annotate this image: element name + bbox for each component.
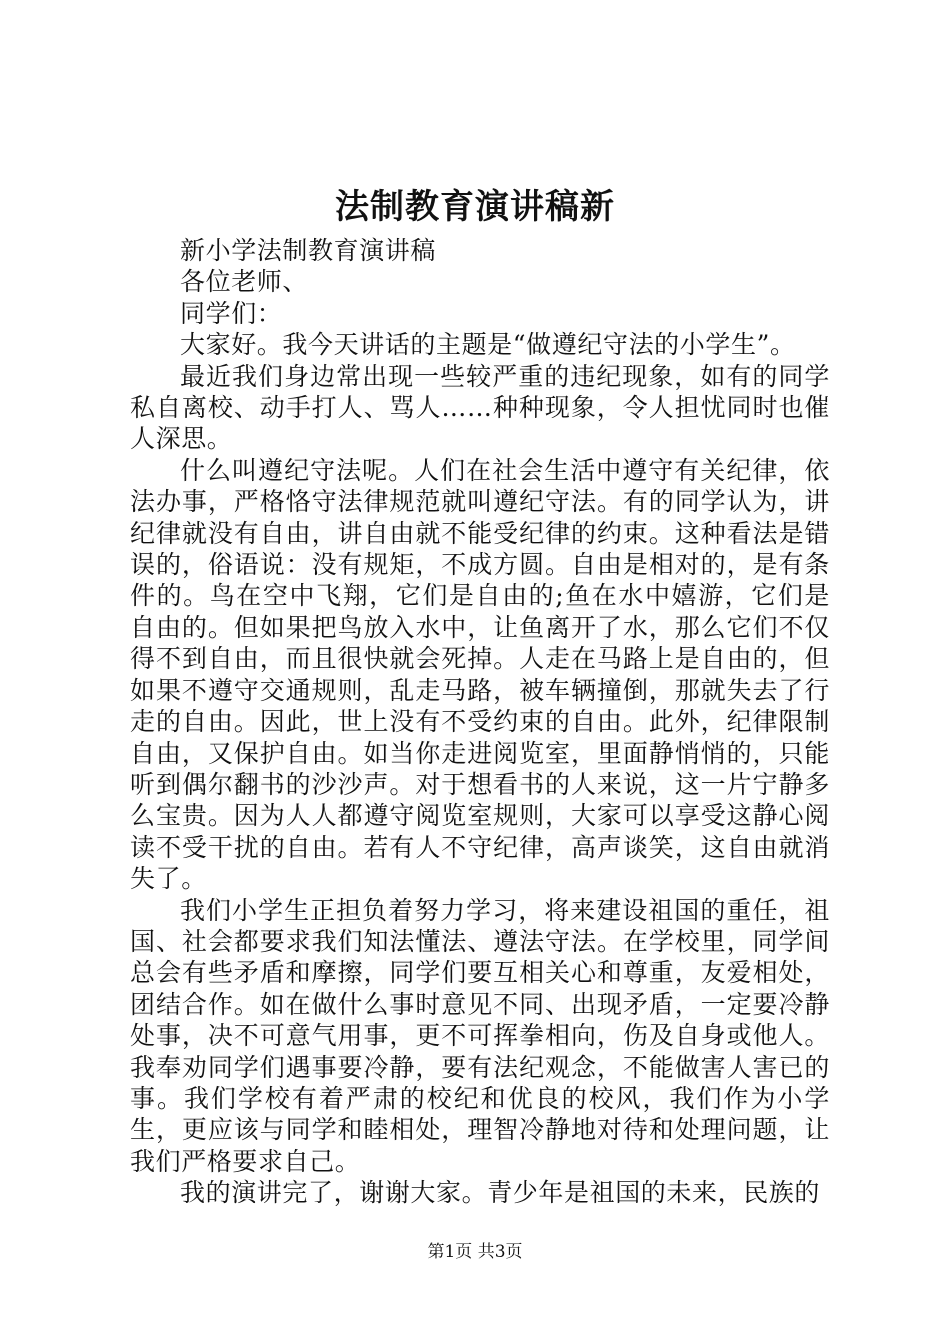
document-body	[130, 235, 830, 1209]
paragraph-body: 最近我们身边常出现一些较严重的违纪现象，如有的同学私自离校、动手打人、骂人……种种现象，令人担忧同时也催人深思。	[130, 361, 830, 454]
paragraph-salutation-teachers: 各位老师、	[180, 267, 309, 297]
paragraph-salutation-students: 同学们：	[180, 298, 283, 328]
paragraph-greeting: 大家好。我今天讲话的主题是“做遵纪守法的小学生”。	[180, 330, 796, 360]
document-title: 法制教育演讲稿新	[335, 187, 615, 227]
paragraph-closing: 我的演讲完了，谢谢大家。青少年是祖国的未来，民族的	[180, 1178, 821, 1208]
paragraph-body: 什么叫遵纪守法呢。人们在社会生活中遵守有关纪律，依法办事，严格恪守法律规范就叫遵纪守法。有的同学认为，讲纪律就没有自由，讲自由就不能受纪律的约束。这种看法是错误的，俗语说：没有规矩，不成方圆。自由是相对的，是有条件的。鸟在空中飞翔，它们是自由的;鱼在水中嬉游，它们是自由的。但如果把鸟放入水中，让鱼离开了水，那么它们不仅得不到自由，而且很快就会死掉。人走在马路上是自由的，但如果不遵守交通规则，乱走马路，被车辆撞倒，那就失去了行走的自由。因此，世上没有不受约束的自由。此外，纪律限制自由，又保护自由。如当你走进阅览室，里面静悄悄的，只能听到偶尔翻书的沙沙声。对于想看书的人来说，这一片宁静多么宝贵。因为人人都遵守阅览室规则，大家可以享受这静心阅读不受干扰的自由。若有人不守纪律，高声谈笑，这自由就消失了。	[130, 455, 830, 894]
page-number-footer: 第1页 共3页	[427, 1242, 523, 1262]
paragraph-body: 我们小学生正担负着努力学习，将来建设祖国的重任，祖国、社会都要求我们知法懂法、遵法守法。在学校里，同学间总会有些矛盾和摩擦，同学们要互相关心和尊重，友爱相处，团结合作。如在做什么事时意见不同、出现矛盾，一定要冷静处事，决不可意气用事，更不可挥拳相向，伤及自身或他人。我奉劝同学们遇事要冷静，要有法纪观念，不能做害人害已的事。我们学校有着严肃的校纪和优良的校风，我们作为小学生，更应该与同学和睦相处，理智冷静地对待和处理问题，让我们严格要求自己。	[130, 895, 830, 1176]
paragraph-subtitle: 新小学法制教育演讲稿	[180, 236, 437, 265]
